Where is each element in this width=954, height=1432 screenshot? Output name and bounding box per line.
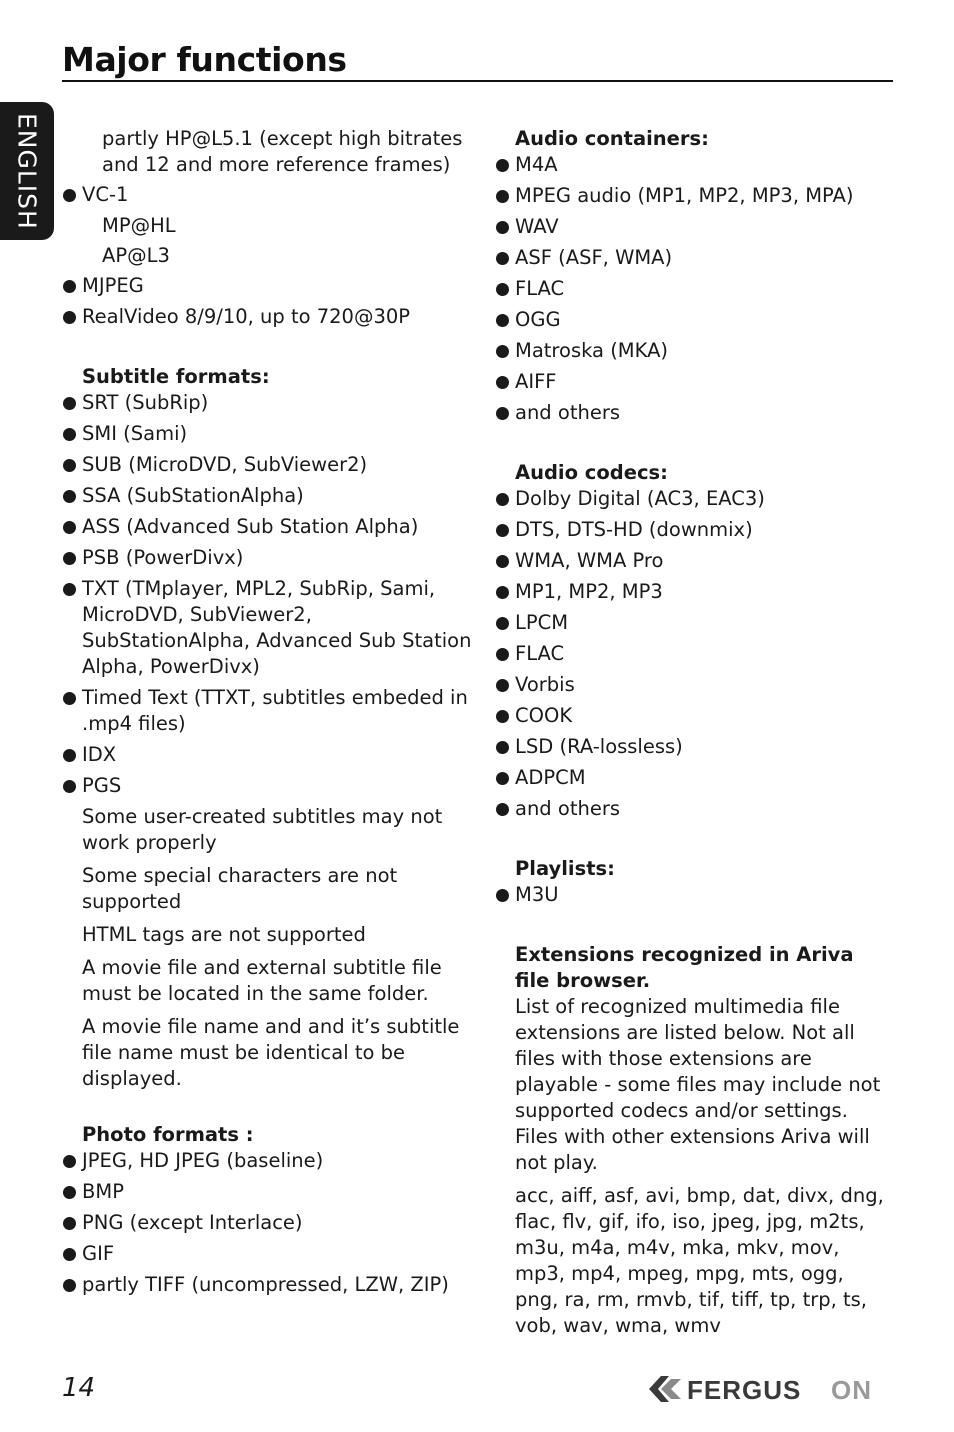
bullet-icon <box>496 617 509 630</box>
list-item: LSD (RA-lossless) <box>495 734 890 760</box>
list-item: GIF <box>62 1241 472 1267</box>
bullet-icon <box>63 459 76 472</box>
bullet-icon <box>496 803 509 816</box>
bullet-icon <box>496 648 509 661</box>
list-item: TXT (TMplayer, MPL2, SubRip, Sami, MicroDVD, SubViewer2, SubStationAlpha, Advanced Sub Station Alpha, PowerDivx) <box>62 576 472 680</box>
list-item: JPEG, HD JPEG (baseline) <box>62 1148 472 1174</box>
profile-text: AP@L3 <box>102 244 170 267</box>
svg-text:FERGUS: FERGUS <box>687 1375 802 1405</box>
subtitle-note: A movie file name and and it’s subtitle file name must be identical to be displayed. <box>82 1015 460 1090</box>
list-item: DTS, DTS-HD (downmix) <box>495 517 890 543</box>
list-item: AIFF <box>495 369 890 395</box>
left-column <box>62 126 472 1303</box>
bullet-icon <box>63 397 76 410</box>
bullet-icon <box>496 555 509 568</box>
list-item: WAV <box>495 214 890 240</box>
bullet-icon <box>496 314 509 327</box>
bullet-icon <box>496 741 509 754</box>
bullet-icon <box>496 190 509 203</box>
subtitle-note: Some user-created subtitles may not work properly <box>82 805 443 854</box>
bullet-icon <box>63 1217 76 1230</box>
bullet-icon <box>496 407 509 420</box>
bullet-icon <box>63 552 76 565</box>
list-item: PNG (except Interlace) <box>62 1210 472 1236</box>
list-item: RealVideo 8/9/10, up to 720@30P <box>62 304 472 330</box>
list-item: Vorbis <box>495 672 890 698</box>
list-item: Dolby Digital (AC3, EAC3) <box>495 486 890 512</box>
bullet-icon <box>496 221 509 234</box>
list-item: ASF (ASF, WMA) <box>495 245 890 271</box>
bullet-icon <box>496 772 509 785</box>
extensions-heading: Extensions recognized in Ariva file browser. <box>515 943 854 992</box>
list-item: Matroska (MKA) <box>495 338 890 364</box>
list-item: MJPEG <box>62 273 472 299</box>
bullet-icon <box>63 490 76 503</box>
ferguson-logo <box>647 1372 892 1406</box>
audio-codecs-heading: Audio codecs: <box>515 461 668 484</box>
list-item: FLAC <box>495 641 890 667</box>
bullet-icon <box>63 692 76 705</box>
page-title: Major functions <box>62 40 347 79</box>
bullet-icon <box>496 376 509 389</box>
list-item: BMP <box>62 1179 472 1205</box>
photo-heading: Photo formats : <box>82 1123 254 1146</box>
list-item: ASS (Advanced Sub Station Alpha) <box>62 514 472 540</box>
list-item: PGS <box>62 773 472 799</box>
list-item: IDX <box>62 742 472 768</box>
playlists-heading: Playlists: <box>515 857 615 880</box>
list-item: and others <box>495 400 890 426</box>
list-item: MPEG audio (MP1, MP2, MP3, MPA) <box>495 183 890 209</box>
list-item: SRT (SubRip) <box>62 390 472 416</box>
list-item: FLAC <box>495 276 890 302</box>
list-item: M3U <box>495 882 890 908</box>
bullet-icon <box>63 189 76 202</box>
bullet-icon <box>496 283 509 296</box>
bullet-icon <box>496 889 509 902</box>
title-underline <box>62 80 893 82</box>
list-item: Timed Text (TTXT, subtitles embeded in .mp4 files) <box>62 685 472 737</box>
bullet-icon <box>63 521 76 534</box>
bullet-icon <box>63 428 76 441</box>
language-tab-label: ENGLISH <box>12 112 42 230</box>
list-item: M4A <box>495 152 890 178</box>
audio-containers-heading: Audio containers: <box>515 127 709 150</box>
bullet-icon <box>496 710 509 723</box>
bullet-icon <box>63 749 76 762</box>
bullet-icon <box>63 1248 76 1261</box>
subtitle-note: HTML tags are not supported <box>82 923 366 946</box>
list-item: and others <box>495 796 890 822</box>
page-number: 14 <box>62 1373 96 1403</box>
list-item: WMA, WMA Pro <box>495 548 890 574</box>
bullet-icon <box>496 345 509 358</box>
bullet-icon <box>496 679 509 692</box>
list-item: partly TIFF (uncompressed, LZW, ZIP) <box>62 1272 472 1298</box>
bullet-icon <box>496 159 509 172</box>
bullet-icon <box>63 1155 76 1168</box>
bullet-icon <box>496 252 509 265</box>
list-item: COOK <box>495 703 890 729</box>
subtitle-heading: Subtitle formats: <box>82 365 270 388</box>
list-item: PSB (PowerDivx) <box>62 545 472 571</box>
subtitle-note: Some special characters are not supported <box>82 864 398 913</box>
intro-text: partly HP@L5.1 (except high bitrates and 12 and more reference frames) <box>102 127 463 176</box>
list-item: ADPCM <box>495 765 890 791</box>
bullet-icon <box>63 780 76 793</box>
list-item: MP1, MP2, MP3 <box>495 579 890 605</box>
bullet-icon <box>496 586 509 599</box>
list-item: SMI (Sami) <box>62 421 472 447</box>
list-item: VC-1 <box>62 182 472 208</box>
list-item: SSA (SubStationAlpha) <box>62 483 472 509</box>
subtitle-note: A movie file and external subtitle file must be located in the same folder. <box>82 956 442 1005</box>
bullet-icon <box>63 1279 76 1292</box>
bullet-icon <box>63 311 76 324</box>
bullet-icon <box>63 1186 76 1199</box>
list-item: LPCM <box>495 610 890 636</box>
bullet-icon <box>496 524 509 537</box>
right-column <box>495 126 890 1346</box>
extensions-intro: List of recognized multimedia file extensions are listed below. Not all files with those extensions are playable - some files may include not supported codecs and/or settings. Files with other extensions Ariva will not play. <box>515 995 881 1174</box>
svg-text:ON: ON <box>831 1375 872 1405</box>
profile-text: MP@HL <box>102 214 176 237</box>
bullet-icon <box>496 493 509 506</box>
list-item: OGG <box>495 307 890 333</box>
list-item: SUB (MicroDVD, SubViewer2) <box>62 452 472 478</box>
bullet-icon <box>63 280 76 293</box>
extensions-list: acc, aiff, asf, avi, bmp, dat, divx, dng, flac, flv, gif, ifo, iso, jpeg, jpg, m2ts, m3u, m4a, m4v, mka, mkv, mov, mp3, mp4, mpeg, mpg, mts, ogg, png, ra, rm, rmvb, tif, tiff, tp, trp, ts, vob, wav, wma, wmv <box>515 1184 884 1337</box>
bullet-icon <box>63 583 76 596</box>
